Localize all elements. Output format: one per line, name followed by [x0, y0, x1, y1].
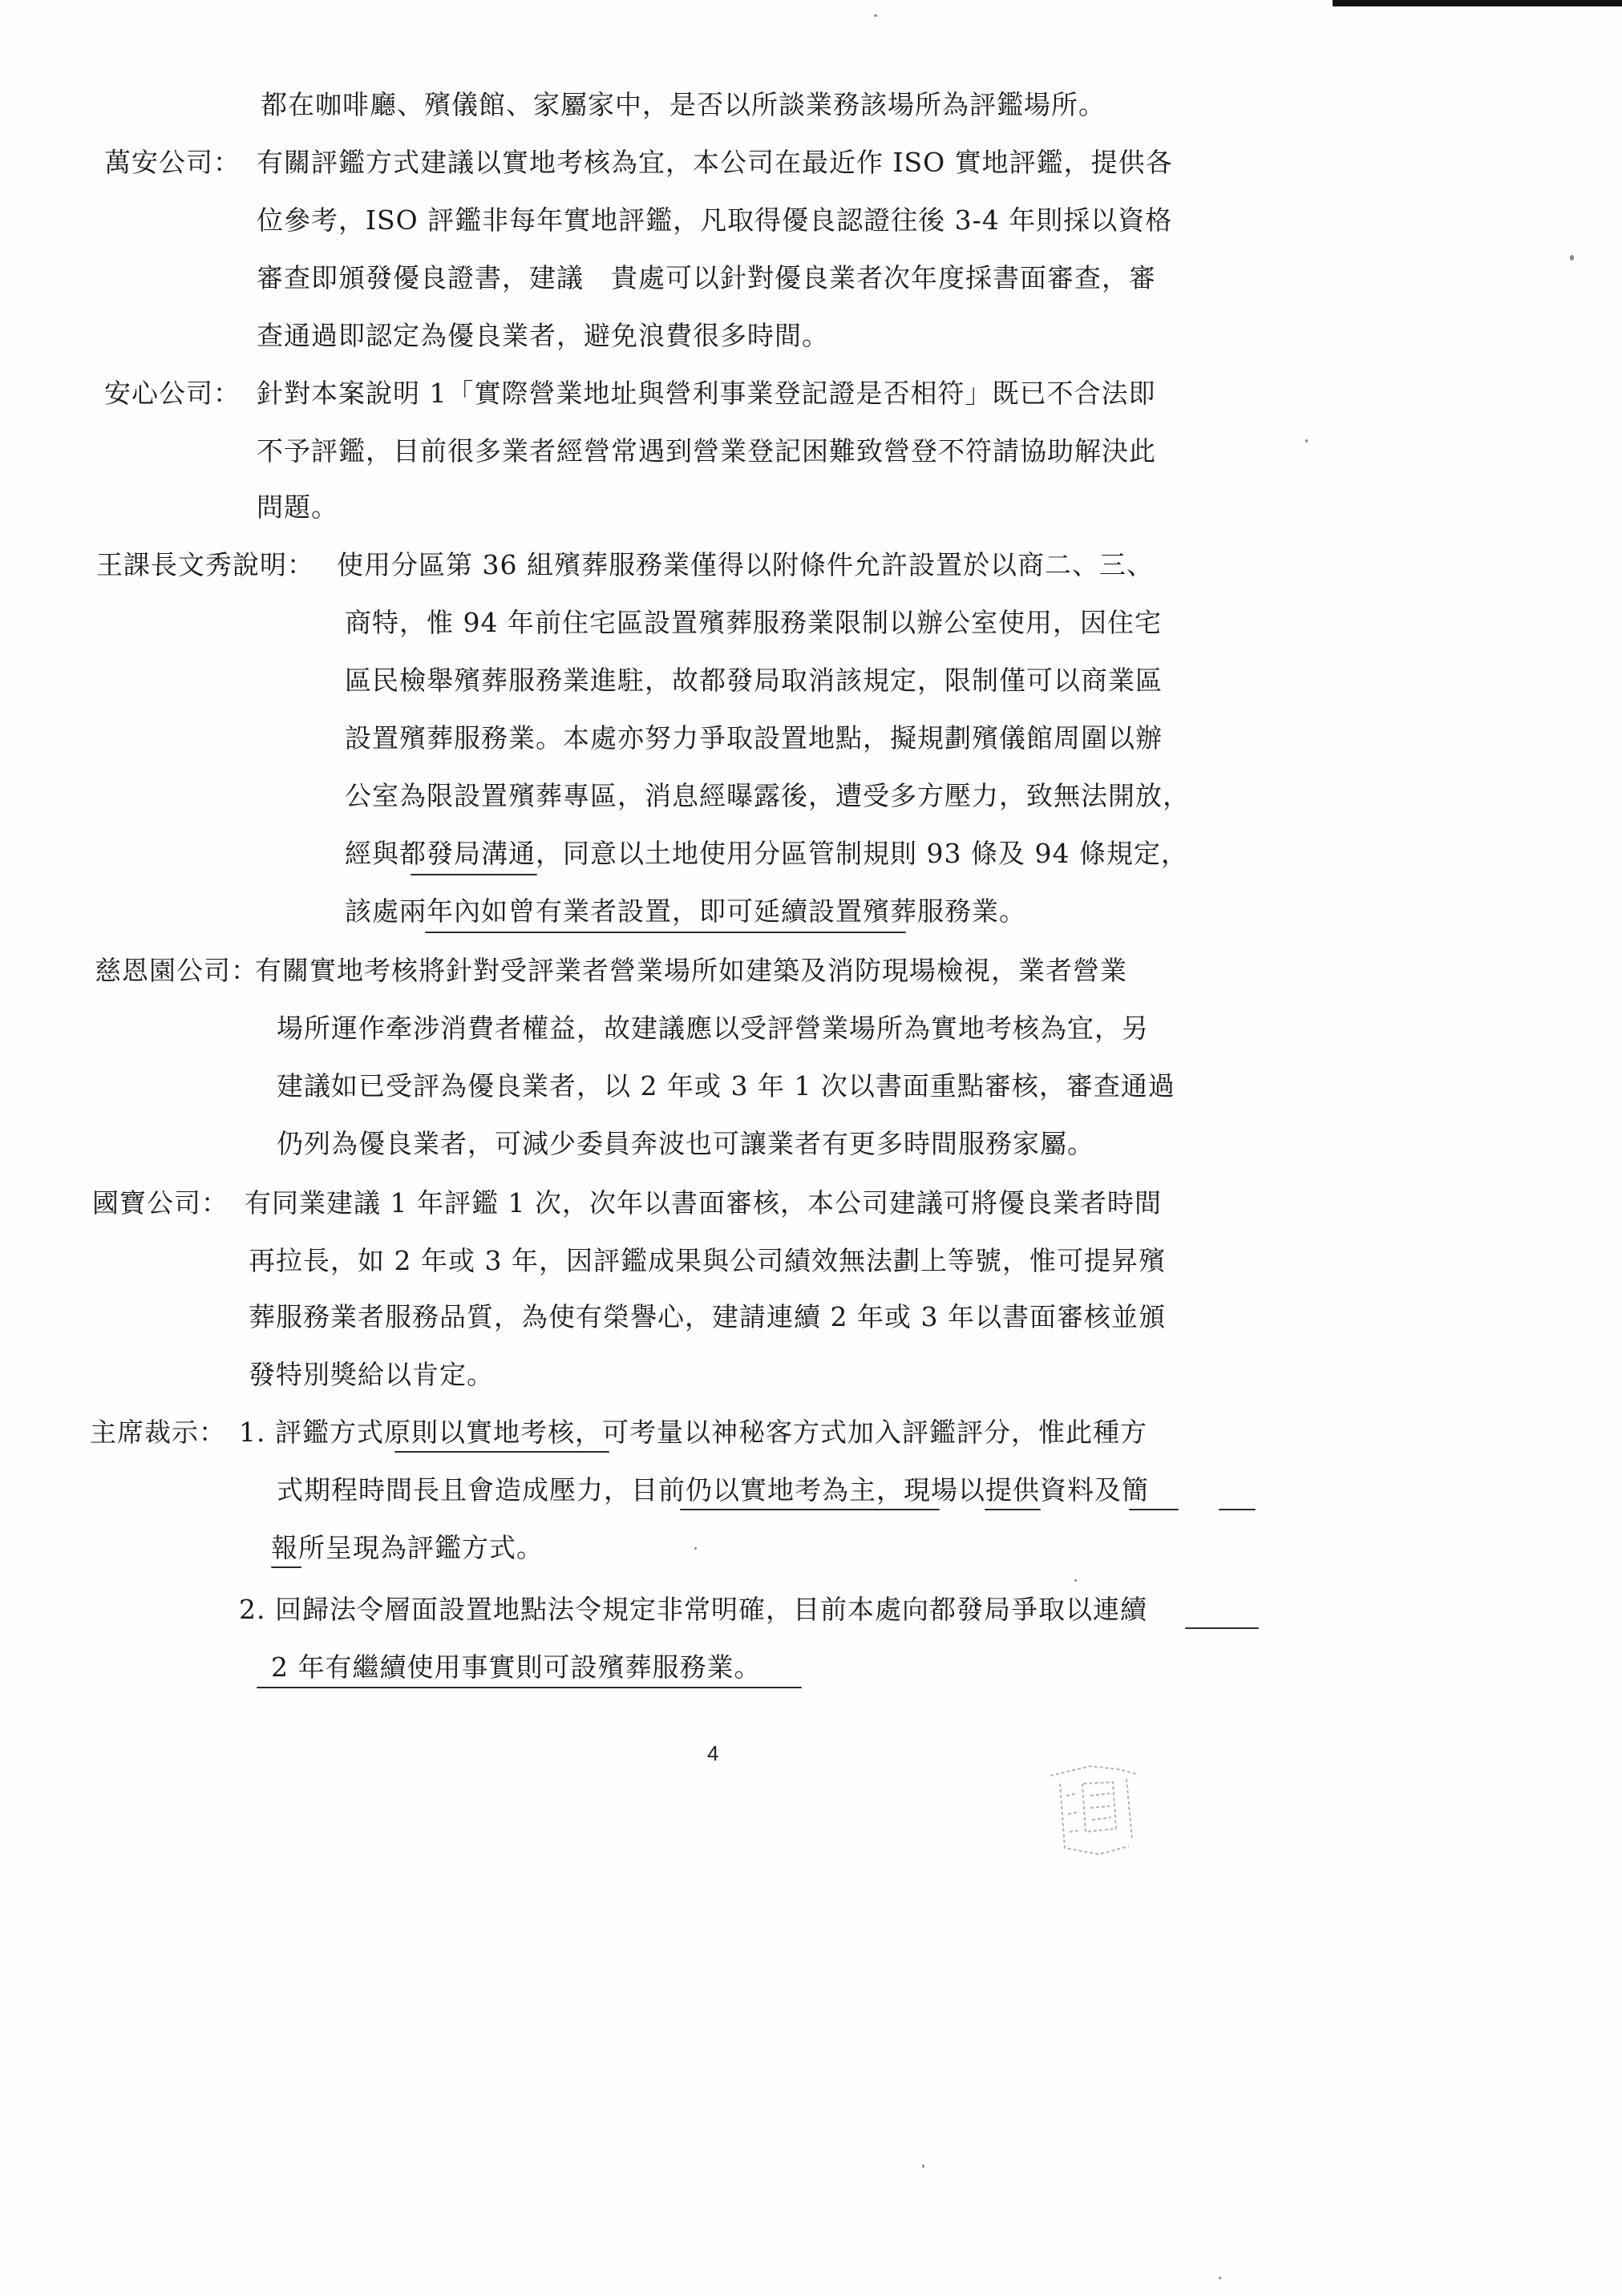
body-line: 經與都發局溝通，同意以土地使用分區管制規則 93 條及 94 條規定，: [345, 838, 1188, 869]
underline-mark: [271, 1566, 301, 1568]
speaker-label-wang: 王課長文秀說明：: [96, 549, 314, 580]
scan-edge-line: [1333, 0, 1622, 6]
scan-speck: [1305, 439, 1308, 443]
body-line: 建議如已受評為優良業者，以 2 年或 3 年 1 次以書面重點審核，審查通過: [277, 1070, 1175, 1102]
body-line: 該處兩年內如曾有業者設置，即可延續設置殯葬服務業。: [345, 895, 1026, 927]
body-line: 區民檢舉殯葬服務業進駐，故都發局取消該規定，限制僅可以商業區: [345, 665, 1163, 696]
scan-speck: [694, 1547, 697, 1550]
body-line: 有同業建議 1 年評鑑 1 次，次年以書面審核，本公司建議可將優良業者時間: [245, 1187, 1162, 1219]
body-line: 針對本案說明 1「實際營業地址與營利事業登記證是否相符」既已不合法即: [257, 378, 1156, 409]
body-line: 位參考，ISO 評鑑非每年實地評鑑，凡取得優良認證往後 3-4 年則採以資格: [257, 204, 1173, 236]
resolution-item-2: 2. 回歸法令層面設置地點法令規定非常明確，目前本處向都發局爭取以連續: [239, 1594, 1147, 1625]
body-line: 場所運作牽涉消費者權益，故建議應以受評營業場所為實地考核為宜，另: [277, 1013, 1149, 1044]
scan-speck: [1570, 255, 1574, 261]
body-line: 式期程時間長且會造成壓力，目前仍以實地考為主，現場以提供資料及簡: [277, 1474, 1149, 1506]
underline-mark: [680, 1509, 940, 1510]
resolution-item-1: 1. 評鑑方式原則以實地考核，可考量以神秘客方式加入評鑑評分，惟此種方: [239, 1417, 1147, 1448]
underline-mark: [425, 932, 906, 933]
body-line: 有關評鑑方式建議以實地考核為宜，本公司在最近作 ISO 實地評鑑，提供各: [257, 147, 1173, 178]
scan-speck: [922, 2165, 924, 2168]
body-line: 報所呈現為評鑑方式。: [271, 1532, 544, 1563]
body-line: 商特，惟 94 年前住宅區設置殯葬服務業限制以辦公室使用，因住宅: [345, 607, 1162, 638]
underline-mark: [411, 874, 537, 875]
body-line: 公室為限設置殯葬專區，消息經曝露後，遭受多方壓力，致無法開放，: [345, 780, 1190, 811]
speaker-label-wanan: 萬安公司：: [104, 147, 241, 178]
body-line: 使用分區第 36 組殯葬服務業僅得以附條件允許設置於以商二、三、: [337, 549, 1154, 580]
underline-mark: [394, 1451, 609, 1453]
underline-mark: [985, 1509, 1041, 1510]
page-number: 4: [707, 1741, 719, 1765]
body-line: 都在咖啡廳、殯儀館、家屬家中，是否以所談業務該場所為評鑑場所。: [261, 89, 1106, 120]
body-line: 葬服務業者服務品質，為使有榮譽心，建請連續 2 年或 3 年以書面審核並頒: [249, 1301, 1166, 1332]
body-line: 設置殯葬服務業。本處亦努力爭取設置地點，擬規劃殯儀館周圍以辦: [345, 722, 1163, 754]
body-line: 有關實地考核將針對受評業者營業場所如建築及消防現場檢視，業者營業: [255, 955, 1127, 986]
underline-mark: [257, 1687, 802, 1688]
speaker-label-cienyuan: 慈恩園公司：: [95, 955, 258, 986]
scan-speck: [1074, 1579, 1077, 1582]
body-line: 仍列為優良業者，可減少委員奔波也可讓業者有更多時間服務家屬。: [277, 1128, 1094, 1159]
body-line: 發特別獎給以肯定。: [249, 1359, 494, 1390]
underline-mark: [1185, 1627, 1259, 1629]
body-line: 不予評鑑，目前很多業者經營常遇到營業登記困難致營登不符請協助解決此: [257, 435, 1156, 467]
body-line: 審查即頒發優良證書，建議 貴處可以針對優良業者次年度採書面審查，審: [257, 262, 1156, 293]
speaker-label-chair: 主席裁示：: [90, 1417, 226, 1448]
underline-mark: [1129, 1509, 1179, 1510]
body-line: 查通過即認定為優良業者，避免浪費很多時間。: [257, 320, 829, 351]
body-line: 問題。: [257, 491, 338, 523]
speaker-label-guobao: 國寶公司：: [92, 1187, 229, 1219]
seal-stamp-icon: [1042, 1752, 1147, 1864]
scan-speck: [1219, 2277, 1221, 2279]
body-line: 2 年有繼續使用事實則可設殯葬服務業。: [271, 1651, 762, 1683]
body-line: 再拉長，如 2 年或 3 年，因評鑑成果與公司績效無法劃上等號，惟可提昇殯: [249, 1245, 1166, 1276]
scan-speck: [874, 14, 877, 17]
speaker-label-anxin: 安心公司：: [104, 378, 241, 409]
underline-mark: [1219, 1509, 1256, 1510]
